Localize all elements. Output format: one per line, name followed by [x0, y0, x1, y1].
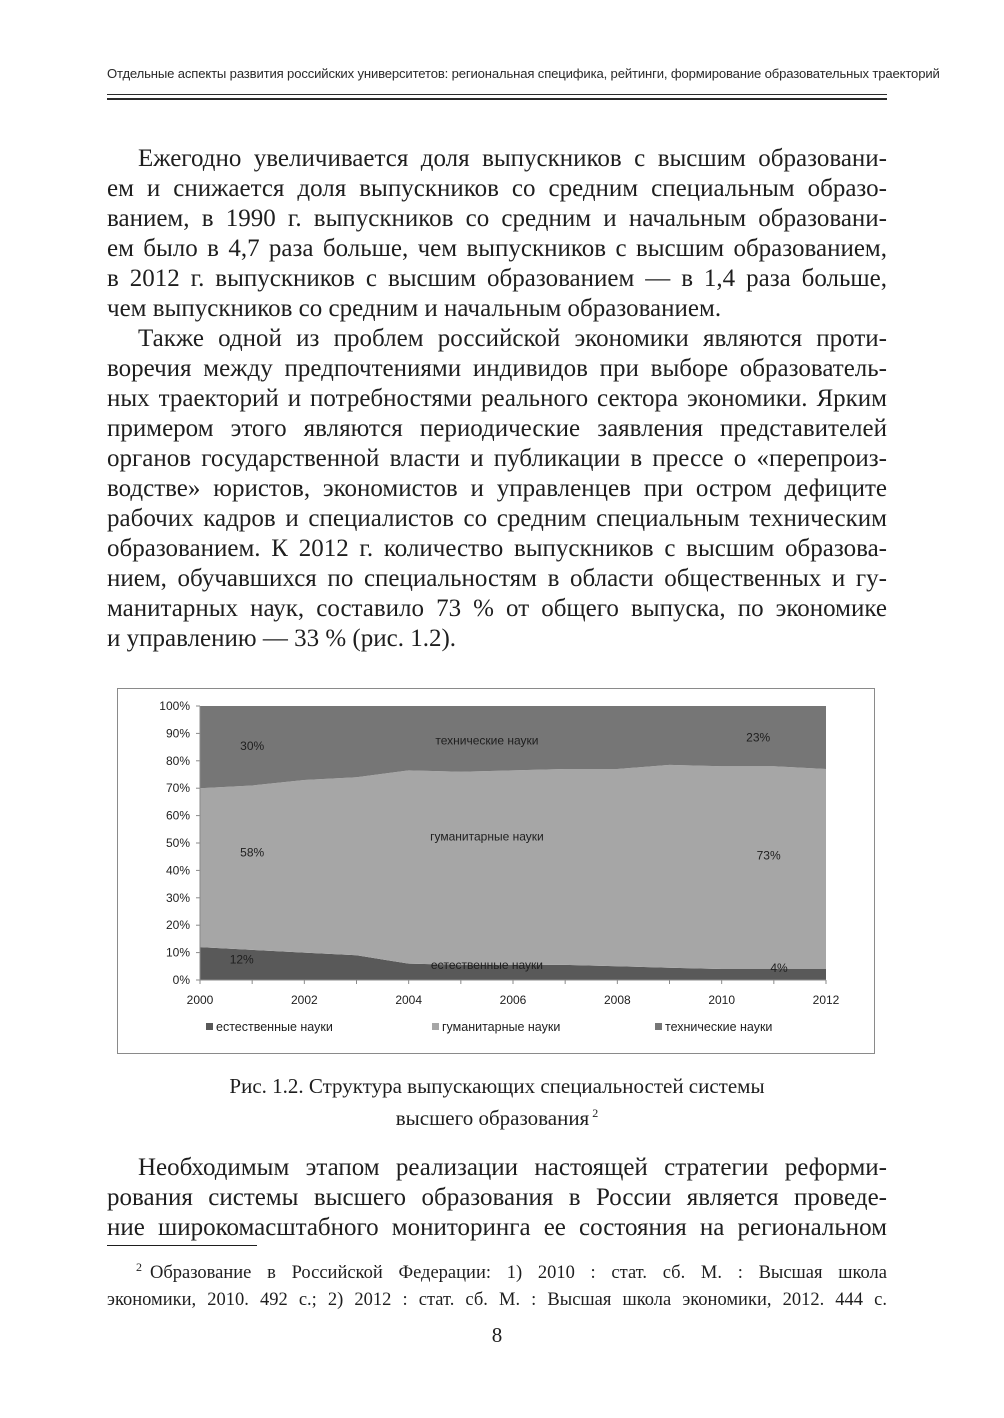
footnote-marker: 2 — [136, 1260, 142, 1274]
header-rule-thick — [107, 98, 887, 100]
footnote-line: экономики, 2010. 492 с.; 2) 2012 : стат. сб. М. : Высшая школа экономики, 2012. 444 с. — [107, 1290, 887, 1310]
footnote-rule — [107, 1245, 257, 1246]
y-tick-label: 10% — [165, 945, 190, 960]
figure-caption-line2 — [107, 1100, 887, 1132]
y-tick-label: 80% — [165, 753, 190, 768]
figure-caption-text: высшего образования — [395, 1106, 590, 1130]
stacked-area-chart — [118, 689, 876, 1055]
body-line: ем было в 4,7 раза больше, чем выпускников с высшим образованием, — [107, 235, 887, 262]
data-label: гуманитарные науки — [430, 829, 544, 844]
body-paragraph-2 — [107, 324, 887, 654]
x-tick-label: 2002 — [290, 993, 318, 1007]
body-line: образованием. К 2012 г. количество выпускников с высшим образова- — [107, 535, 887, 562]
footnote-text: Образование в Российской Федерации: 1) 2010 : стат. сб. М. : Высшая школа — [150, 1263, 887, 1283]
data-label: 58% — [240, 845, 265, 860]
body-line: Ежегодно увеличивается доля выпускников с высшим образовани- — [138, 145, 887, 172]
figure-caption-line1: Рис. 1.2. Структура выпускающих специальностей системы — [229, 1074, 765, 1098]
legend-label: технические науки — [665, 1020, 773, 1034]
body-line: чем выпускников со средним и начальным образованием. — [107, 295, 722, 322]
x-tick-label: 2008 — [603, 993, 631, 1007]
body-paragraph-3 — [107, 1153, 887, 1243]
body-line: манитарных наук, составило 73 % от общего выпуска, по экономике — [107, 595, 887, 622]
body-line: нием, обучавшихся по специальностям в области общественных и гу- — [107, 565, 887, 592]
body-line: рабочих кадров и специалистов со средним специальным техническим — [107, 505, 887, 532]
body-line: Также одной из проблем российской экономики являются проти- — [138, 325, 887, 352]
header-rule-thin — [107, 94, 887, 95]
body-line: в 2012 г. выпускников с высшим образованием — в 1,4 раза больше, — [107, 265, 887, 292]
data-label: технические науки — [435, 733, 539, 748]
data-label: 4% — [770, 960, 788, 975]
chart-frame — [117, 688, 875, 1054]
y-tick-label: 90% — [165, 726, 190, 741]
x-tick-label: 2012 — [812, 993, 840, 1007]
footnote-line — [107, 1254, 887, 1287]
y-tick-label: 30% — [165, 890, 190, 905]
data-label: естественные науки — [430, 958, 543, 973]
body-line: ных траекторий и потребностями реального сектора экономики. Ярким — [107, 385, 887, 412]
x-tick-label: 2010 — [708, 993, 736, 1007]
y-tick-label: 40% — [165, 863, 190, 878]
body-line: органов государственной власти и публикации в прессе о «перепроиз- — [107, 445, 887, 472]
y-tick-label: 100% — [159, 699, 190, 713]
x-tick-label: 2004 — [395, 993, 423, 1007]
footnote — [107, 1254, 887, 1314]
page-number: 8 — [491, 1323, 503, 1347]
body-line: примером этого являются периодические заявления представителей — [107, 415, 887, 442]
body-line: водстве» юристов, экономистов и управленцев при остром дефиците — [107, 475, 887, 502]
legend-swatch — [432, 1023, 439, 1030]
y-tick-label: 50% — [165, 836, 190, 850]
y-tick-label: 20% — [165, 918, 190, 933]
body-line: Необходимым этапом реализации настоящей стратегии реформи- — [138, 1154, 887, 1181]
footnote-reference: 2 — [592, 1106, 599, 1120]
area-series-2 — [200, 765, 826, 969]
data-label: 23% — [746, 730, 771, 745]
x-tick-label: 2000 — [186, 993, 214, 1007]
data-label: 30% — [240, 738, 265, 753]
legend-label: естественные науки — [216, 1020, 333, 1034]
body-line: ние широкомасштабного мониторинга ее состояния на региональном — [107, 1214, 887, 1241]
body-line: ванием, в 1990 г. выпускников со средним и начальным образовани- — [107, 205, 887, 232]
data-label: 12% — [229, 952, 254, 967]
data-label: 73% — [756, 848, 781, 863]
y-tick-label: 70% — [165, 781, 190, 796]
running-header: Отдельные аспекты развития российских университетов: региональная специфика, рейтинги, формирование образовательных траекторий — [107, 66, 940, 81]
x-tick-label: 2006 — [499, 993, 527, 1007]
y-tick-label: 60% — [165, 808, 190, 823]
legend-label: гуманитарные науки — [442, 1020, 561, 1034]
body-line: и управлению — 33 % (рис. 1.2). — [107, 625, 457, 652]
body-line: рования системы высшего образования в России является проведе- — [107, 1184, 887, 1211]
legend-swatch — [655, 1023, 662, 1030]
legend-swatch — [206, 1023, 213, 1030]
y-tick-label: 0% — [172, 973, 190, 987]
body-line: воречия между предпочтениями индивидов при выборе образователь- — [107, 355, 887, 382]
body-paragraph-1 — [107, 144, 887, 324]
body-line: ем и снижается доля выпускников со средним специальным образо- — [107, 175, 887, 202]
